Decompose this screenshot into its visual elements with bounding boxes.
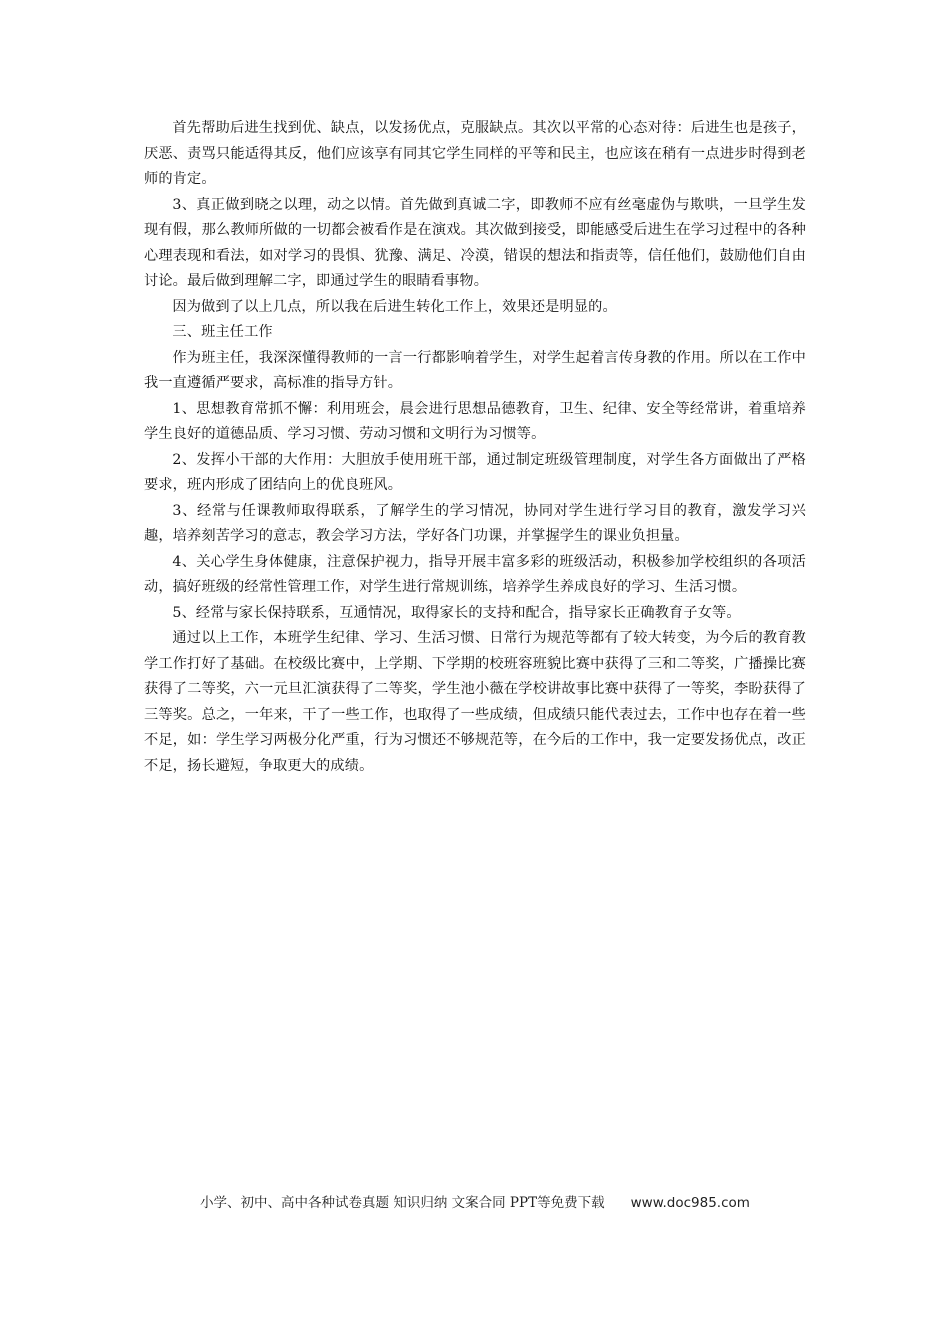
paragraph: 1、思想教育常抓不懈：利用班会，晨会进行思想品德教育，卫生、纪律、安全等经常讲，着重培养学生良好的道德品质、学习习惯、劳动习惯和文明行为习惯等。 — [144, 400, 806, 442]
paragraph: 作为班主任，我深深懂得教师的一言一行都影响着学生，对学生起着言传身教的作用。所以在工作中我一直遵循严要求，高标准的指导方针。 — [144, 349, 806, 391]
footer-link[interactable]: www.doc985.com — [630, 1195, 750, 1211]
paragraph: 3、真正做到晓之以理，动之以情。首先做到真诚二字，即教师不应有丝毫虚伪与欺哄，一旦学生发现有假，那么教师所做的一切都会被看作是在演戏。其次做到接受，即能感受后进生在学习过程中的各种心理表现和看法，如对学习的畏惧、犹豫、满足、冷漠，错误的想法和指责等，信任他们，鼓励他们自由讨论。最后做到理解二字，即通过学生的眼睛看事物。 — [144, 196, 806, 289]
paragraph: 3、经常与任课教师取得联系，了解学生的学习情况，协同对学生进行学习目的教育，激发学习兴趣，培养刻苦学习的意志，教会学习方法，学好各门功课，并掌握学生的课业负担量。 — [144, 502, 806, 544]
paragraph: 通过以上工作，本班学生纪律、学习、生活习惯、日常行为规范等都有了较大转变，为今后的教育教学工作打好了基础。在校级比赛中，上学期、下学期的校班容班貌比赛中获得了三和二等奖，广播操比赛获得了二等奖，六一元旦汇演获得了二等奖，学生池小薇在学校讲故事比赛中获得了一等奖，李盼获得了三等奖。总之，一年来，干了一些工作，也取得了一些成绩，但成绩只能代表过去，工作中也存在着一些不足，如：学生学习两极分化严重，行为习惯还不够规范等，在今后的工作中，我一定要发扬优点，改正不足，扬长避短，争取更大的成绩。 — [144, 630, 806, 774]
paragraph: 4、关心学生身体健康，注意保护视力，指导开展丰富多彩的班级活动，积极参加学校组织的各项活动，搞好班级的经常性管理工作，对学生进行常规训练，培养学生养成良好的学习、生活习惯。 — [144, 553, 806, 595]
paragraph: 首先帮助后进生找到优、缺点，以发扬优点，克服缺点。其次以平常的心态对待：后进生也是孩子，厌恶、责骂只能适得其反，他们应该享有同其它学生同样的平等和民主，也应该在稍有一点进步时得到老师的肯定。 — [144, 120, 806, 187]
section-heading: 三、班主任工作 — [172, 324, 273, 340]
footer-text: 小学、初中、高中各种试卷真题 知识归纳 文案合同 PPT等免费下载 — [200, 1195, 605, 1211]
paragraph: 因为做到了以上几点，所以我在后进生转化工作上，效果还是明显的。 — [172, 298, 617, 315]
paragraph: 2、发挥小干部的大作用：大胆放手使用班干部，通过制定班级管理制度，对学生各方面做出了严格要求，班内形成了团结向上的优良班风。 — [144, 451, 806, 493]
paragraph: 5、经常与家长保持联系，互通情况，取得家长的支持和配合，指导家长正确教育子女等。 — [172, 604, 741, 621]
page-footer — [0, 1191, 950, 1211]
document-body — [144, 116, 806, 779]
